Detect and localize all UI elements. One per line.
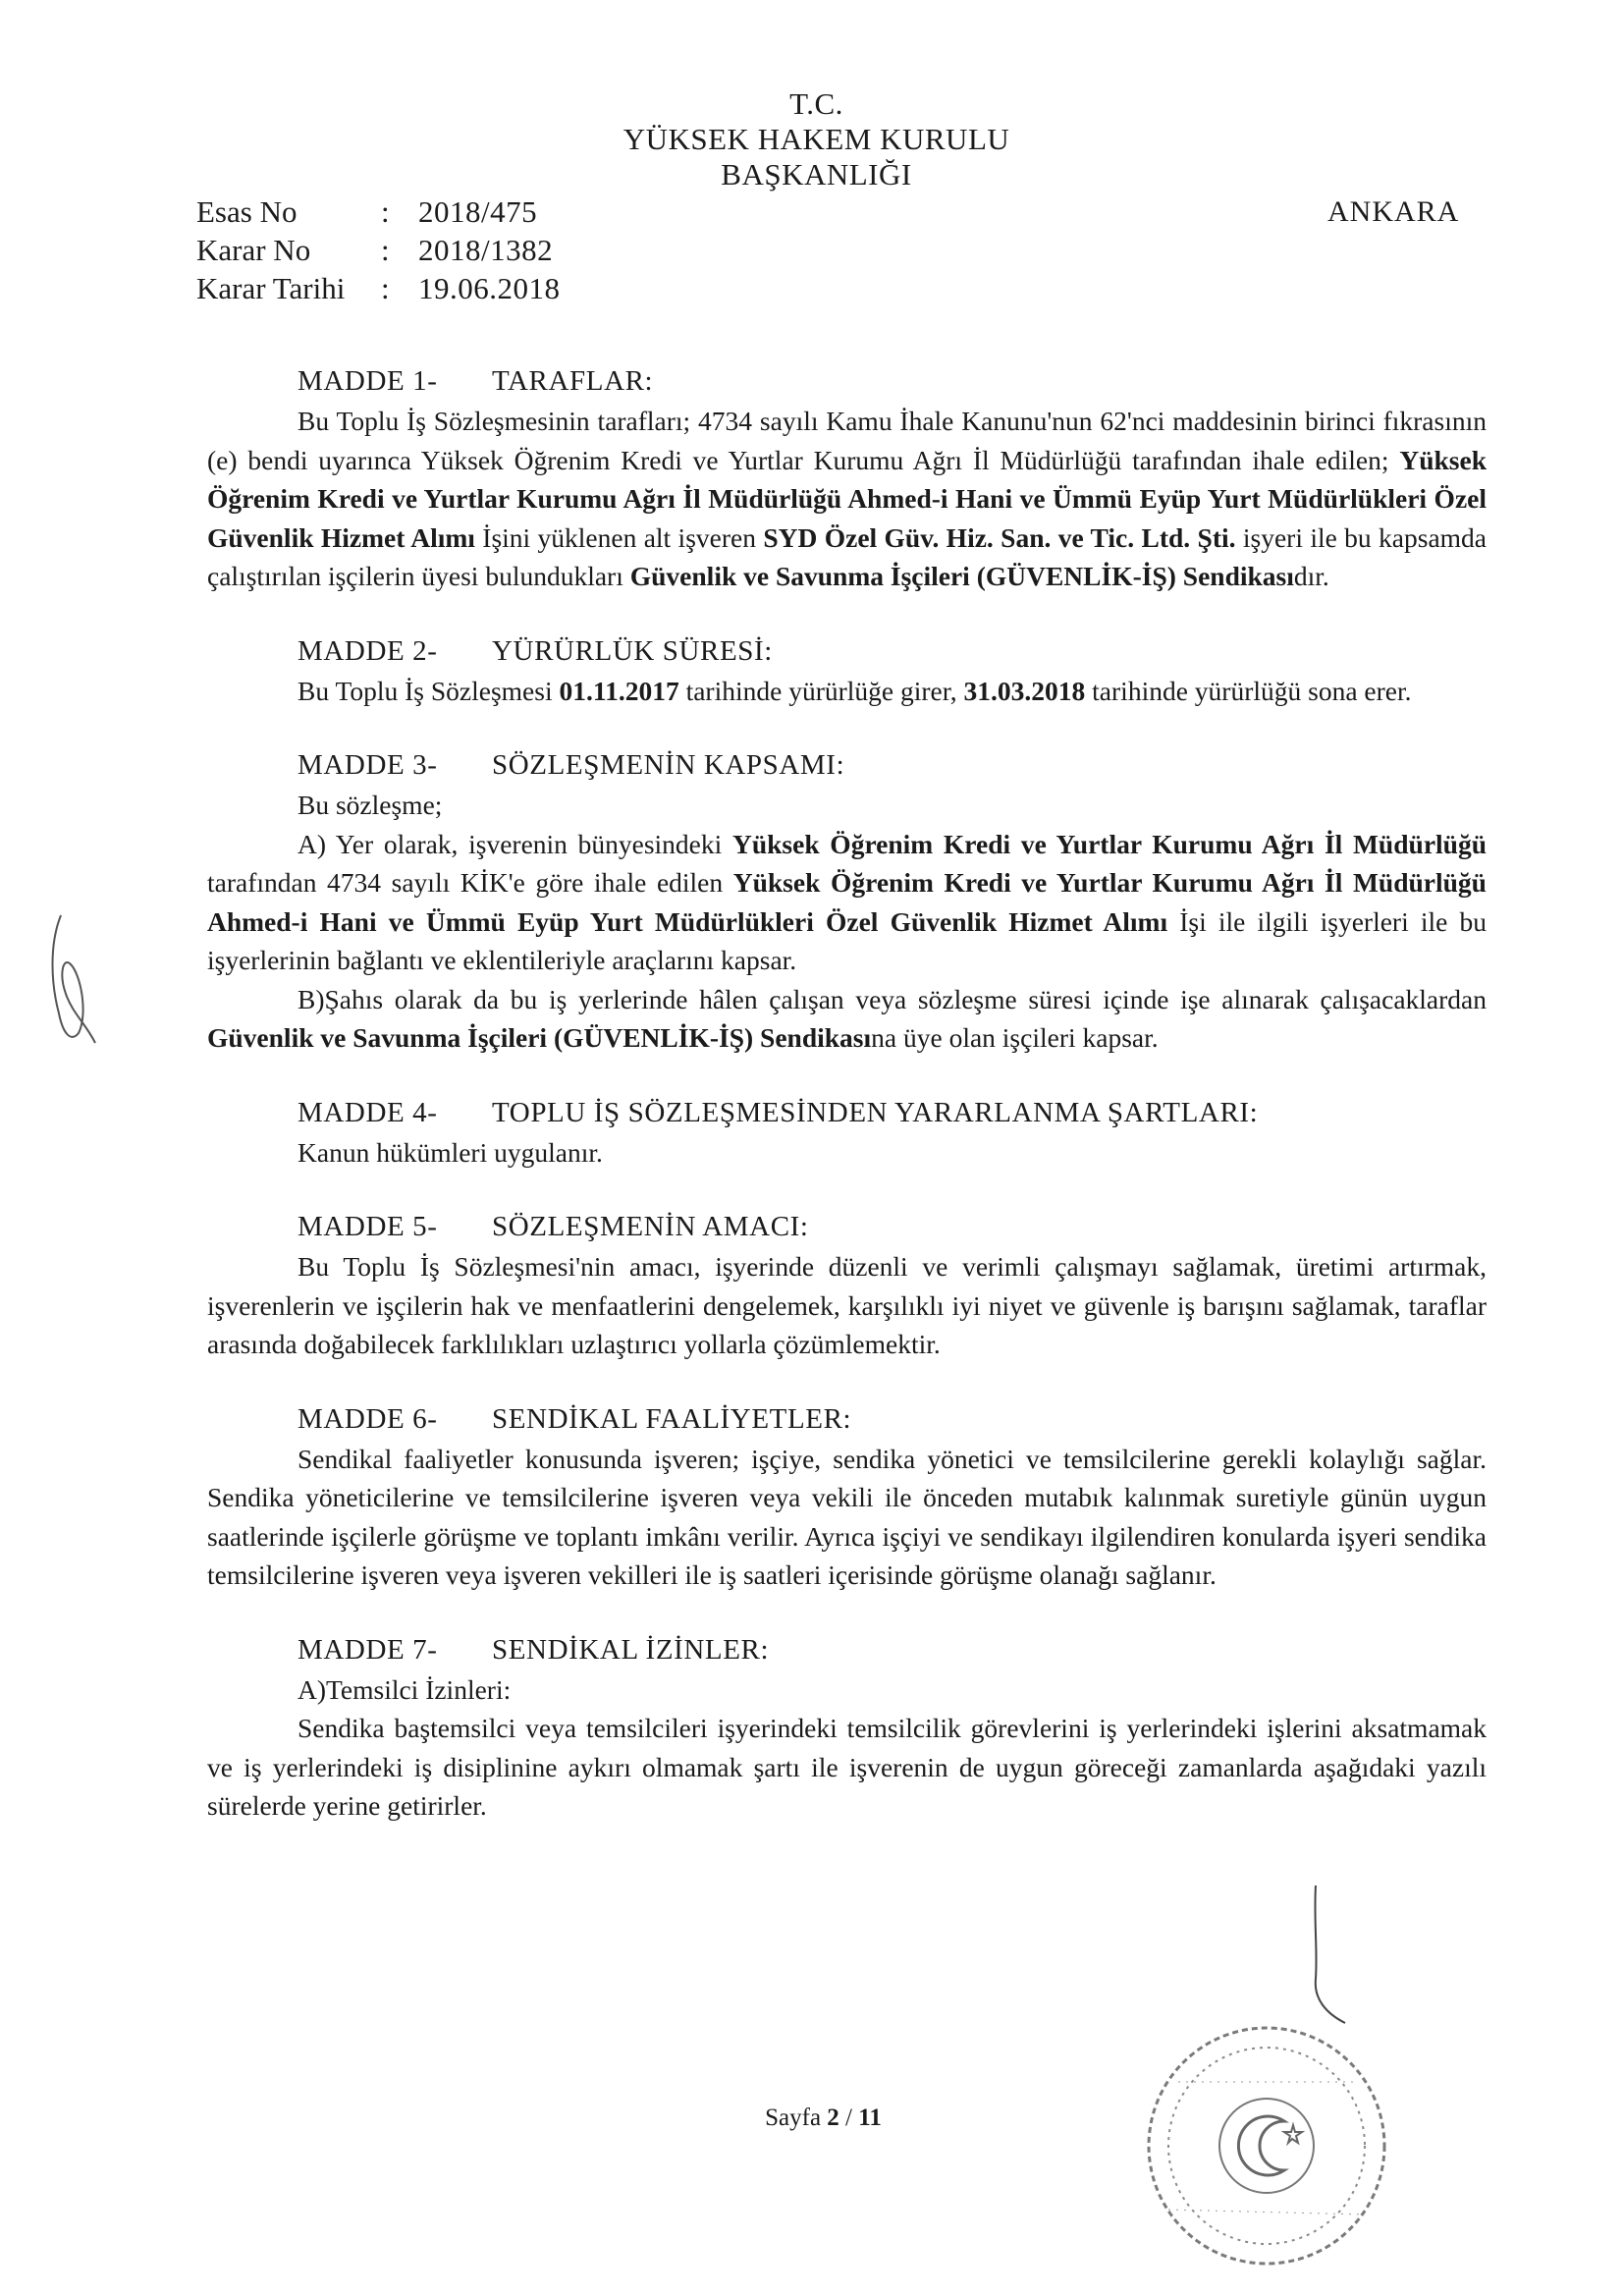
text-run: tarafından 4734 sayılı KİK'e göre ihale edilen (207, 867, 733, 898)
text-run: işyeri ile bu kapsamda çalıştırılan işçilerin üyesi bulundukları (207, 521, 1487, 591)
article-4 (207, 1093, 1487, 1173)
article-title: YÜRÜRLÜK SÜRESİ: (492, 634, 773, 667)
article-heading (207, 1399, 1487, 1440)
article-paragraph (207, 402, 1487, 596)
article-7 (207, 1630, 1487, 1826)
article-1 (207, 361, 1487, 596)
page-label: Sayfa (765, 2105, 822, 2131)
article-number: MADDE 1- (298, 365, 438, 397)
text-run: Bu Toplu İş Sözleşmesi (298, 675, 560, 706)
article-paragraph (207, 672, 1487, 711)
case-number-label: Esas No (196, 194, 298, 229)
article-title: SENDİKAL FAALİYETLER: (492, 1402, 852, 1435)
article-number: MADDE 7- (298, 1633, 438, 1666)
text-run: tarihinde yürürlüğü sona erer. (1085, 675, 1412, 706)
article-subheading: A)Temsilci İzinleri: (298, 1673, 512, 1705)
article-paragraph: Sendikal faaliyetler konusunda işveren; işçiye, sendika yönetici ve temsilcilerine gerekli kolaylığı sağlar. Sendika yöneticilerine ve temsilcilerine işveren veya vekili ile önceden mutabık kalınmak suretiyle günün uygun saatlerinde işçilerle görüşme ve toplantı imkânı verilir. Ayrıca işçiyi ve sendikayı ilgilendiren konularda işyeri sendika temsilcilerine işveren veya işveren vekilleri ile iş saatleri içerisinde görüşme olanağı sağlanır. (207, 1443, 1487, 1590)
text-run: B)Şahıs olarak da bu iş yerlerinde hâlen çalışan veya sözleşme süresi içinde işe alınarak çalışacaklardan (298, 983, 1487, 1014)
article-number: MADDE 5- (298, 1211, 438, 1242)
case-number-value: 2018/475 (418, 194, 538, 229)
article-title: SENDİKAL İZİNLER: (492, 1633, 770, 1666)
article-heading (207, 1207, 1487, 1247)
header-tc: T.C. (789, 86, 843, 121)
text-run: na üye olan işçileri kapsar. (871, 1022, 1159, 1053)
city-label: ANKARA (1327, 195, 1460, 228)
text-run: A) Yer olarak, işverenin bünyesindeki (298, 828, 732, 859)
article-number: MADDE 6- (298, 1402, 438, 1435)
text-run: tarihinde yürürlüğe girer, (678, 675, 964, 706)
bold-text-run: Yüksek Öğrenim Kredi ve Yurtlar Kurumu Ağrı İl Müdürlüğü Ahmed-i Hani ve Ümmü Eyüp Yurt Müdürlükleri Özel Güvenlik Hizmet Alımı (207, 867, 1487, 937)
article-intro: Bu sözleşme; (298, 790, 443, 820)
text-run: Bu Toplu İş Sözleşmesinin tarafları; 4734 sayılı Kamu İhale Kanunu'nun 62'nci maddesinin birinci fıkrasının (e) bendi uyarınca Yüksek Öğrenim Kredi ve Yurtlar Kurumu Ağrı İl Müdürlüğü tarafından ihale edilen; (207, 406, 1487, 475)
decision-date-row (196, 269, 561, 307)
article-paragraph: Kanun hükümleri uygulanır. (298, 1136, 603, 1168)
bold-text-run: Yüksek Öğrenim Kredi ve Yurtlar Kurumu Ağrı İl Müdürlüğü Ahmed-i Hani ve Ümmü Eyüp Yurt Müdürlükleri Özel Güvenlik Hizmet Alımı (207, 444, 1487, 553)
article-5 (207, 1207, 1487, 1364)
decision-date-label: Karar Tarihi (196, 271, 346, 305)
text-run: dır. (1293, 561, 1329, 591)
article-heading (207, 1093, 1487, 1133)
official-stamp (1119, 2013, 1414, 2278)
case-number-row (196, 192, 561, 231)
decision-number-value: 2018/1382 (418, 233, 554, 267)
article-heading (207, 631, 1487, 672)
document-header (0, 86, 1623, 192)
article-title: SÖZLEŞMENİN KAPSAMI: (492, 749, 845, 781)
article-6 (207, 1399, 1487, 1595)
page-separator: / (845, 2105, 852, 2131)
document-body (207, 361, 1487, 1861)
text-run: İşi ile ilgili işyerleri ile bu işyerlerinin bağlantı ve eklentileriyle araçlarını kapsar. (207, 905, 1488, 975)
article-paragraph: Sendika baştemsilci veya temsilcileri işyerindeki temsilcilik görevlerini iş yerlerindeki işlerini aksatmamak ve iş yerlerindeki iş disiplinine aykırı olmamak şartı ile işverenin de uygun göreceği zamanlarda aşağıdaki yazılı sürelerde yerine getirirler. (207, 1713, 1487, 1821)
colon: : (381, 233, 390, 267)
article-heading (207, 361, 1487, 402)
case-metadata (196, 192, 561, 307)
header-institution: YÜKSEK HAKEM KURULU (622, 122, 1010, 156)
colon: : (381, 194, 390, 229)
signature-stroke (1276, 1881, 1355, 2028)
article-number: MADDE 3- (298, 749, 438, 781)
bold-text-run: Güvenlik ve Savunma İşçileri (GÜVENLİK-İŞ) Sendikası (629, 561, 1294, 591)
page-total: 11 (858, 2105, 882, 2131)
article-number: MADDE 4- (298, 1096, 438, 1128)
bold-text-run: 31.03.2018 (963, 675, 1086, 706)
bold-text-run: SYD Özel Güv. Hiz. San. ve Tic. Ltd. Şti. (763, 521, 1236, 553)
article-paragraph-b (207, 980, 1487, 1058)
article-title: TOPLU İŞ SÖZLEŞMESİNDEN YARARLANMA ŞARTLARI: (492, 1096, 1259, 1128)
bold-text-run: 01.11.2017 (559, 675, 679, 706)
article-heading (207, 745, 1487, 786)
article-paragraph: Bu Toplu İş Sözleşmesi'nin amacı, işyerinde düzenli ve verimli çalışmayı sağlamak, üretimi artırmak, işverenlerin ve işçilerin hak ve menfaatlerini dengelemek, karşılıklı iyi niyet ve güvenle iş barışını sağlamak, taraflar arasında doğabilecek farklılıkları uzlaştırıcı yollarla çözümlemektir. (207, 1251, 1487, 1359)
article-3 (207, 745, 1487, 1058)
decision-number-label: Karar No (196, 233, 311, 267)
text-run: İşini yüklenen alt işveren (474, 521, 764, 553)
article-number: MADDE 2- (298, 634, 438, 667)
decision-date-value: 19.06.2018 (418, 271, 561, 305)
header-presidency: BAŞKANLIĞI (721, 157, 912, 191)
article-title: SÖZLEŞMENİN AMACI: (492, 1211, 809, 1242)
article-paragraph-a (207, 825, 1487, 980)
bold-text-run: Güvenlik ve Savunma İşçileri (GÜVENLİK-İŞ) Sendikası (207, 1022, 872, 1053)
article-2 (207, 631, 1487, 711)
page-current: 2 (827, 2105, 839, 2131)
decision-number-row (196, 231, 561, 269)
article-heading (207, 1630, 1487, 1670)
colon: : (381, 271, 390, 305)
handwritten-initial-mark (41, 905, 100, 1053)
bold-text-run: Yüksek Öğrenim Kredi ve Yurtlar Kurumu Ağrı İl Müdürlüğü (731, 828, 1488, 859)
article-title: TARAFLAR: (492, 365, 654, 397)
